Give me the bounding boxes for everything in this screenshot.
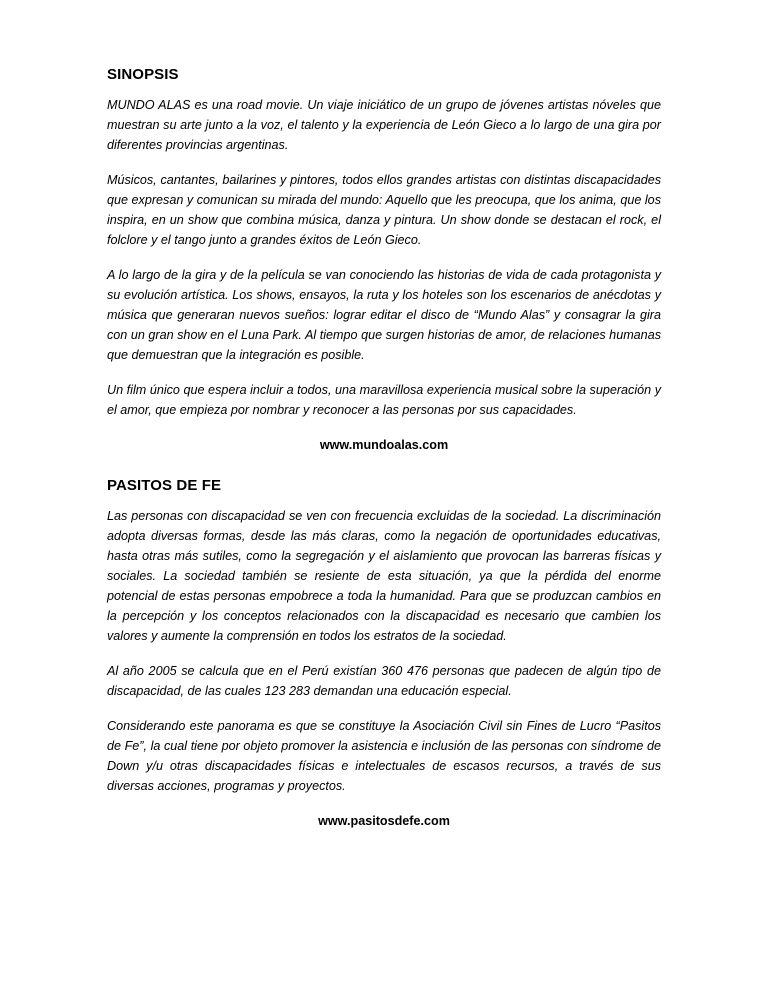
pasitos-paragraph-2: Al año 2005 se calcula que en el Perú existían 360 476 personas que padecen de algún tipo de discapacidad, de las cuales 123 283 demandan una educación especial. [107,664,661,698]
pasitosdefe-link[interactable]: www.pasitosdefe.com [318,814,450,828]
sinopsis-heading: SINOPSIS [107,66,179,83]
sinopsis-paragraph-4: Un film único que espera incluir a todos, una maravillosa experiencia musical sobre la superación y el amor, que empieza por nombrar y reconocer a las personas por sus capacidades. [107,383,661,417]
pasitos-paragraph-3: Considerando este panorama es que se constituye la Asociación Civil sin Fines de Lucro “Pasitos de Fe”, la cual tiene por objeto promover la asistencia e inclusión de las personas con síndrome de Down y/u otras discapacidades físicas e intelectuales de escasos recursos, a través de sus diversas acciones, programas y proyectos. [107,719,661,793]
pasitos-paragraph-1: Las personas con discapacidad se ven con frecuencia excluidas de la sociedad. La discriminación adopta diversas formas, desde las más claras, como la negación de oportunidades educativas, hasta otras más sutiles, como la segregación y el aislamiento que provocan las barreras físicas y sociales. La sociedad también se resiente de esta situación, ya que la pérdida del enorme potencial de estas personas empobrece a toda la humanidad. Para que se produzcan cambios en la percepción y los conceptos relacionados con la discapacidad es necesario que cambien los valores y aumente la comprensión en todos los estratos de la sociedad. [107,509,661,643]
document-page [107,66,661,831]
sinopsis-paragraph-1: MUNDO ALAS es una road movie. Un viaje iniciático de un grupo de jóvenes artistas nóveles que muestran su arte junto a la voz, el talento y la experiencia de León Gieco a lo largo de una gira por diferentes provincias argentinas. [107,98,661,152]
sinopsis-paragraph-3: A lo largo de la gira y de la película se van conociendo las historias de vida de cada protagonista y su evolución artística. Los shows, ensayos, la ruta y los hoteles son los escenarios de anécdotas y música que generaran nuevos sueños: lograr editar el disco de “Mundo Alas” y consagrar la gira con un gran show en el Luna Park. Al tiempo que surgen historias de amor, de relaciones humanas que demuestran que la integración es posible. [107,268,661,362]
mundoalas-link[interactable]: www.mundoalas.com [319,438,449,452]
pasitos-heading: PASITOS DE FE [107,477,222,494]
sinopsis-paragraph-2: Músicos, cantantes, bailarines y pintores, todos ellos grandes artistas con distintas discapacidades que expresan y comunican su mirada del mundo: Aquello que les preocupa, que los anima, que los inspira, en un show que combina música, danza y pintura. Un show donde se destacan el rock, el folclore y el tango junto a grandes éxitos de León Gieco. [107,173,661,247]
